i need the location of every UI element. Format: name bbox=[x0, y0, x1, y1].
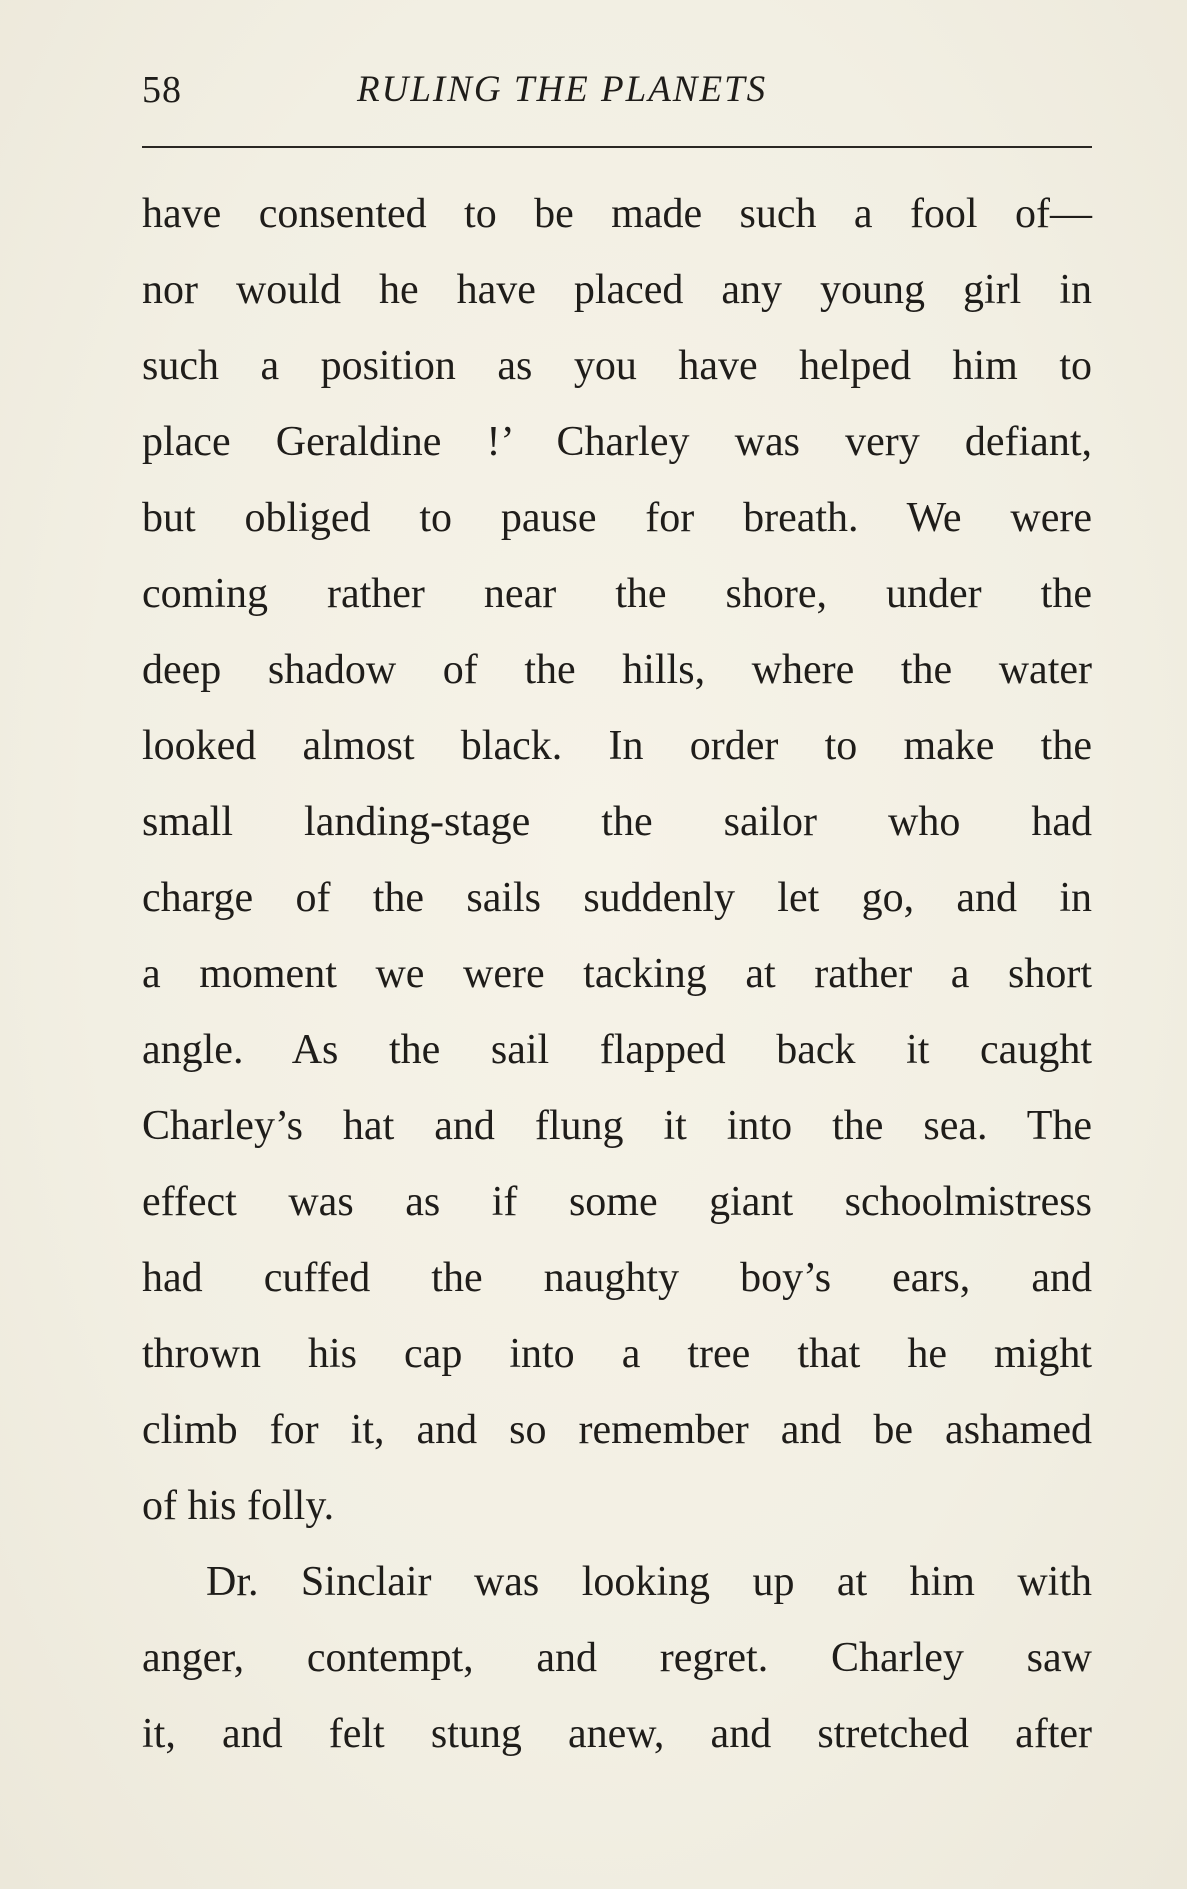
text-line: nor would he have placed any young girl in bbox=[142, 267, 1092, 313]
text-line: a moment we were tacking at rather a short bbox=[142, 951, 1092, 997]
text-line: effect was as if some giant schoolmistress bbox=[142, 1179, 1092, 1225]
text-line: thrown his cap into a tree that he might bbox=[142, 1331, 1092, 1377]
text-line: had cuffed the naughty boy’s ears, and bbox=[142, 1255, 1092, 1301]
text-line: have consented to be made such a fool of— bbox=[142, 191, 1092, 237]
text-line: it, and felt stung anew, and stretched after bbox=[142, 1711, 1092, 1757]
text-line: charge of the sails suddenly let go, and in bbox=[142, 875, 1092, 921]
page-number: 58 bbox=[142, 69, 182, 111]
running-title: RULING THE PLANETS bbox=[357, 69, 768, 110]
text-line: but obliged to pause for breath. We were bbox=[142, 495, 1092, 541]
header-rule bbox=[142, 146, 1092, 148]
running-head bbox=[142, 62, 1092, 122]
text-line: climb for it, and so remember and be ashamed bbox=[142, 1407, 1092, 1453]
body-text bbox=[142, 176, 1092, 1772]
text-line: coming rather near the shore, under the bbox=[142, 571, 1092, 617]
text-line: looked almost black. In order to make the bbox=[142, 723, 1092, 769]
paragraph-last-line: of his folly. bbox=[142, 1483, 335, 1529]
text-line: anger, contempt, and regret. Charley saw bbox=[142, 1635, 1092, 1681]
paragraph-first-line: Dr. Sinclair was looking up at him with bbox=[206, 1559, 1092, 1605]
text-line: small landing-stage the sailor who had bbox=[142, 799, 1092, 845]
text-line: such a position as you have helped him to bbox=[142, 343, 1092, 389]
text-line: angle. As the sail flapped back it caught bbox=[142, 1027, 1092, 1073]
text-line: Charley’s hat and flung it into the sea. The bbox=[142, 1103, 1092, 1149]
text-line: place Geraldine !’ Charley was very defiant, bbox=[142, 419, 1092, 465]
text-line: deep shadow of the hills, where the water bbox=[142, 647, 1092, 693]
